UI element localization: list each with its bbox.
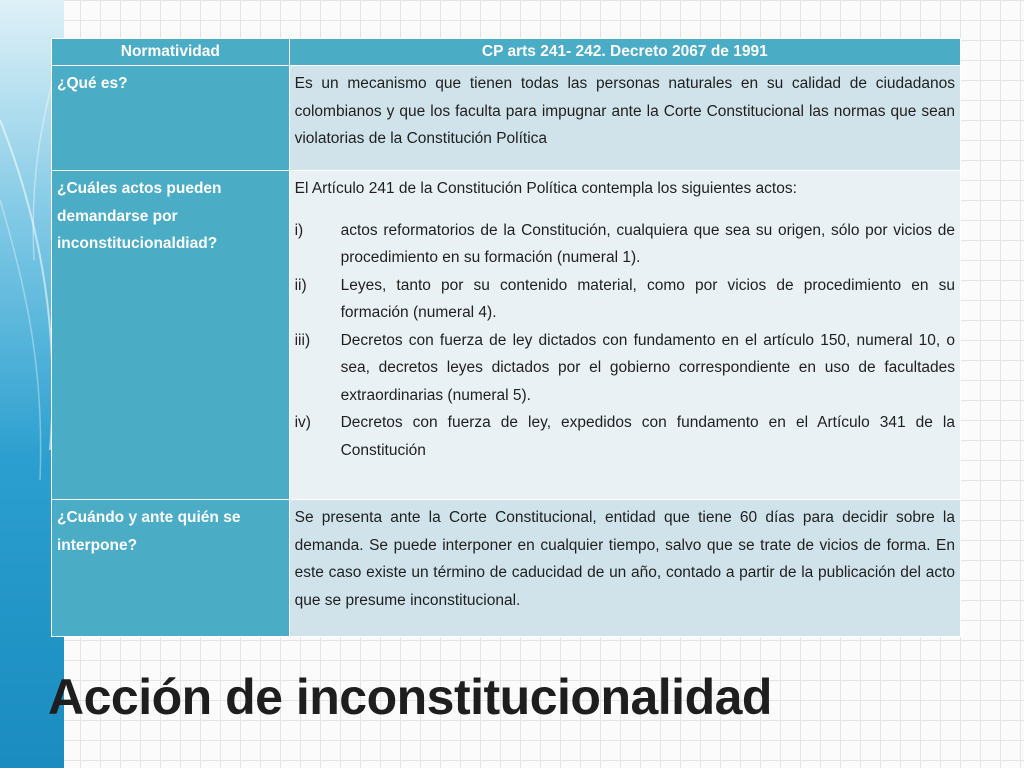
list-item-text: Decretos con fuerza de ley dictados con fundamento en el artículo 150, numeral 10, o sea, decretos leyes dictados por el gobierno correspondiente en uso de facultades extraordinarias (numeral 5). [340,331,955,404]
list-item [295,272,955,327]
list-item-number: iii) [294,331,311,349]
acts-list [295,217,955,465]
row-question: ¿Cuándo y ante quién se interpone? [52,500,290,637]
row-question: ¿Cuáles actos pueden demandarse por inconstitucionaldiad? [52,171,290,500]
table-row [52,500,961,637]
acts-intro: El Artículo 241 de la Constitución Política contempla los siguientes actos: [294,180,797,197]
table-row [52,171,961,500]
list-item-number: iv) [294,414,311,431]
row-answer: Se presenta ante la Corte Constitucional, entidad que tiene 60 días para decidir sobre la demanda. Se puede interponer en cualquier tiempo, salvo que se trate de vicios de forma. En este caso existe un término de caducidad de un año, contado a partir de la publicación del acto que se presume inconstitucional. [289,500,960,637]
list-item-text: actos reformatorios de la Constitución, cualquiera que sea su origen, sólo por vicios de procedimiento en su formación (numeral 1). [340,221,955,266]
list-item-number: i) [294,221,304,239]
row-answer [289,171,960,500]
list-item [295,217,955,272]
list-item-text: Leyes, tanto por su contenido material, como por vicios de procedimiento en su formación (numeral 4). [340,276,955,321]
table-row [52,66,961,171]
list-item-text: Decretos con fuerza de ley, expedidos con fundamento en el Artículo 341 de la Constitución [340,414,955,459]
list-item [295,409,955,464]
slide-title: Acción de inconstitucionalidad [48,669,772,725]
list-item-number: ii) [294,276,307,294]
row-answer: Es un mecanismo que tienen todas las personas naturales en su calidad de ciudadanos colombianos y que los faculta para impugnar ante la Corte Constitucional las normas que sean violatorias de la Constitución Política [289,66,960,171]
header-legal-reference: CP arts 241- 242. Decreto 2067 de 1991 [289,39,960,66]
list-item [295,327,955,410]
table-header-row [52,39,961,66]
header-normatividad: Normatividad [52,39,290,66]
row-question: ¿Qué es? [52,66,290,171]
info-table [51,38,961,637]
